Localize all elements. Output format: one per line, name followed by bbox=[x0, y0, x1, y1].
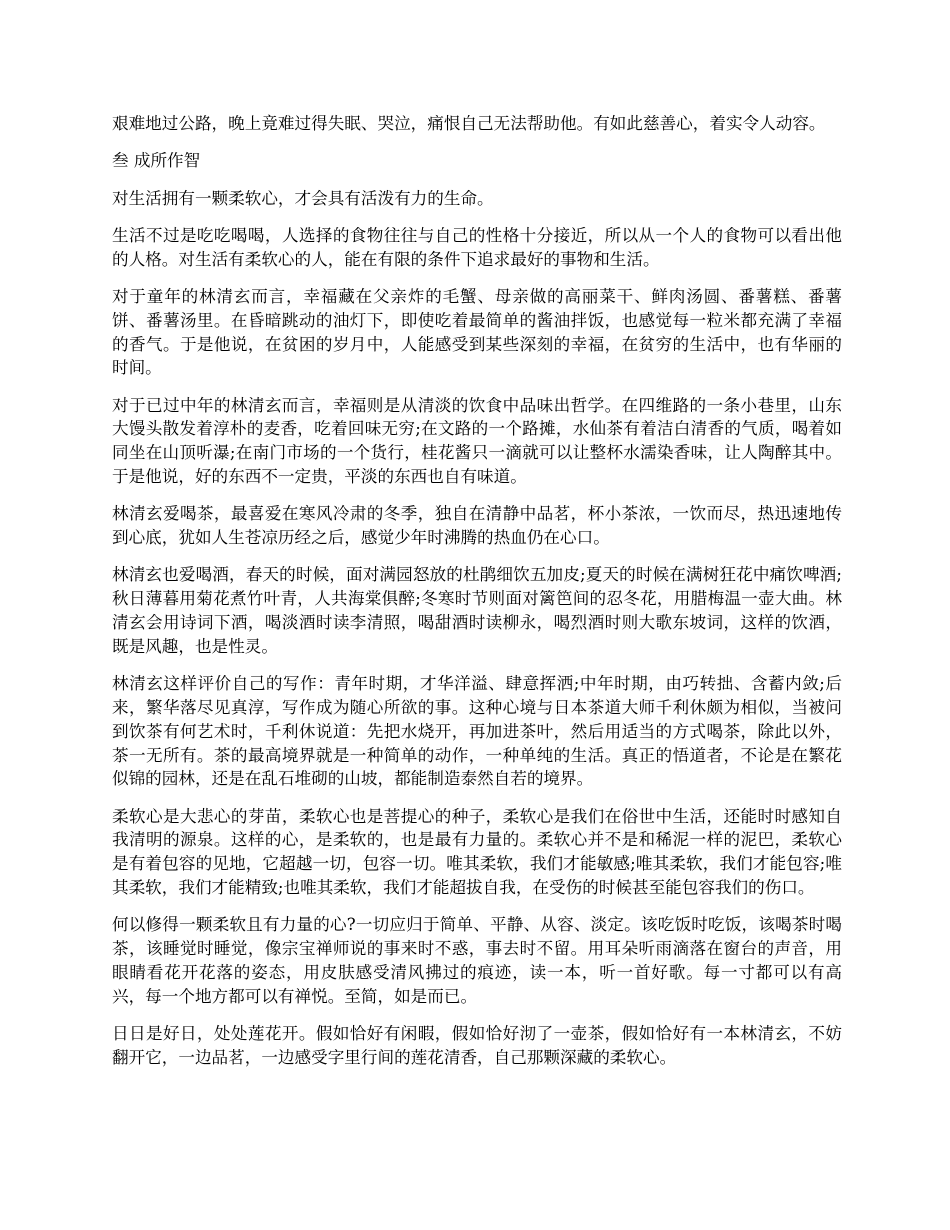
paragraph-continuation: 艰难地过公路，晚上竟难过得失眠、哭泣，痛恨自己无法帮助他。有如此慈善心，着实令人动容。 bbox=[112, 114, 826, 133]
paragraph: 对生活拥有一颗柔软心，才会具有活泼有力的生命。 bbox=[112, 188, 494, 208]
paragraph: 林清玄爱喝茶，最喜爱在寒风冷肃的冬季，独自在清静中品茗，杯小茶浓，一饮而尽，热迅速地传到心底，犹如人生苍凉历经之后，感觉少年时沸腾的热血仍在心口。 bbox=[112, 504, 842, 548]
paragraph: 林清玄这样评价自己的写作：青年时期，才华洋溢、肆意挥洒;中年时期，由巧转拙、含蓄内敛;后来，繁华落尽见真淳，写作成为随心所欲的事。这种心境与日本茶道大师千利休颇为相似，当被问到饮茶有何艺术时，千利休说道：先把水烧开，再加进茶叶，然后用适当的方式喝茶，除此以外，茶一无所有。茶的最高境界就是一种简单的动作，一种单纯的生活。真正的悟道者，不论是在繁花似锦的园林，还是在乱石堆砌的山坡，都能制造泰然自若的境界。 bbox=[112, 674, 842, 789]
paragraph: 对于已过中年的林清玄而言，幸福则是从清淡的饮食中品味出哲学。在四维路的一条小巷里，山东大馒头散发着淳朴的麦香，吃着回味无穷;在文路的一个路摊，水仙茶有着洁白清香的气质，喝着如同坐在山顶听瀑;在南门市场的一个货行，桂花酱只一滴就可以让整杯水濡染香味，让人陶醉其中。于是他说，好的东西不一定贵，平淡的东西也自有味道。 bbox=[112, 395, 842, 487]
paragraph: 何以修得一颗柔软且有力量的心?一切应归于简单、平静、从容、淡定。该吃饭时吃饭，该喝茶时喝茶，该睡觉时睡觉，像宗宝禅师说的事来时不惑，事去时不留。用耳朵听雨滴落在窗台的声音，用眼睛看花开花落的姿态，用皮肤感受清风拂过的痕迹，读一本，听一首好歌。每一寸都可以有高兴，每一个地方都可以有禅悦。至简，如是而已。 bbox=[112, 915, 842, 1006]
paragraph: 林清玄也爱喝酒，春天的时候，面对满园怒放的杜鹃细饮五加皮;夏天的时候在满树狂花中痛饮啤酒;秋日薄暮用菊花煮竹叶青，人共海棠俱醉;冬寒时节则面对篱笆间的忍冬花，用腊梅温一壶大曲。林清玄会用诗词下酒，喝淡酒时读李清照，喝甜酒时读柳永，喝烈酒时则大歌东坡词，这样的饮酒，既是风趣，也是性灵。 bbox=[112, 565, 842, 656]
document-body bbox=[112, 112, 842, 1083]
paragraph: 日日是好日，处处莲花开。假如恰好有闲暇，假如恰好沏了一壶茶，假如恰好有一本林清玄，不妨翻开它，一边品茗，一边感受字里行间的莲花清香，自己那颗深藏的柔软心。 bbox=[112, 1024, 842, 1067]
paragraph: 生活不过是吃吃喝喝，人选择的食物往往与自己的性格十分接近，所以从一个人的食物可以看出他的人格。对生活有柔软心的人，能在有限的条件下追求最好的事物和生活。 bbox=[112, 225, 842, 269]
section-heading: 叁 成所作智 bbox=[112, 151, 201, 171]
paragraph: 对于童年的林清玄而言，幸福藏在父亲炸的毛蟹、母亲做的高丽菜干、鲜肉汤圆、番薯糕、番薯饼、番薯汤里。在昏暗跳动的油灯下，即使吃着最简单的酱油拌饭，也感觉每一粒米都充满了幸福的香气。于是他说，在贫困的岁月中，人能感受到某些深刻的幸福，在贫穷的生活中，也有华丽的时间。 bbox=[112, 286, 842, 378]
paragraph: 柔软心是大悲心的芽苗，柔软心也是菩提心的种子，柔软心是我们在俗世中生活，还能时时感知自我清明的源泉。这样的心，是柔软的，也是最有力量的。柔软心并不是和稀泥一样的泥巴，柔软心是有着包容的见地，它超越一切，包容一切。唯其柔软，我们才能敏感;唯其柔软，我们才能包容;唯其柔软，我们才能精致;也唯其柔软，我们才能超拔自我，在受伤的时候甚至能包容我们的伤口。 bbox=[112, 806, 842, 898]
